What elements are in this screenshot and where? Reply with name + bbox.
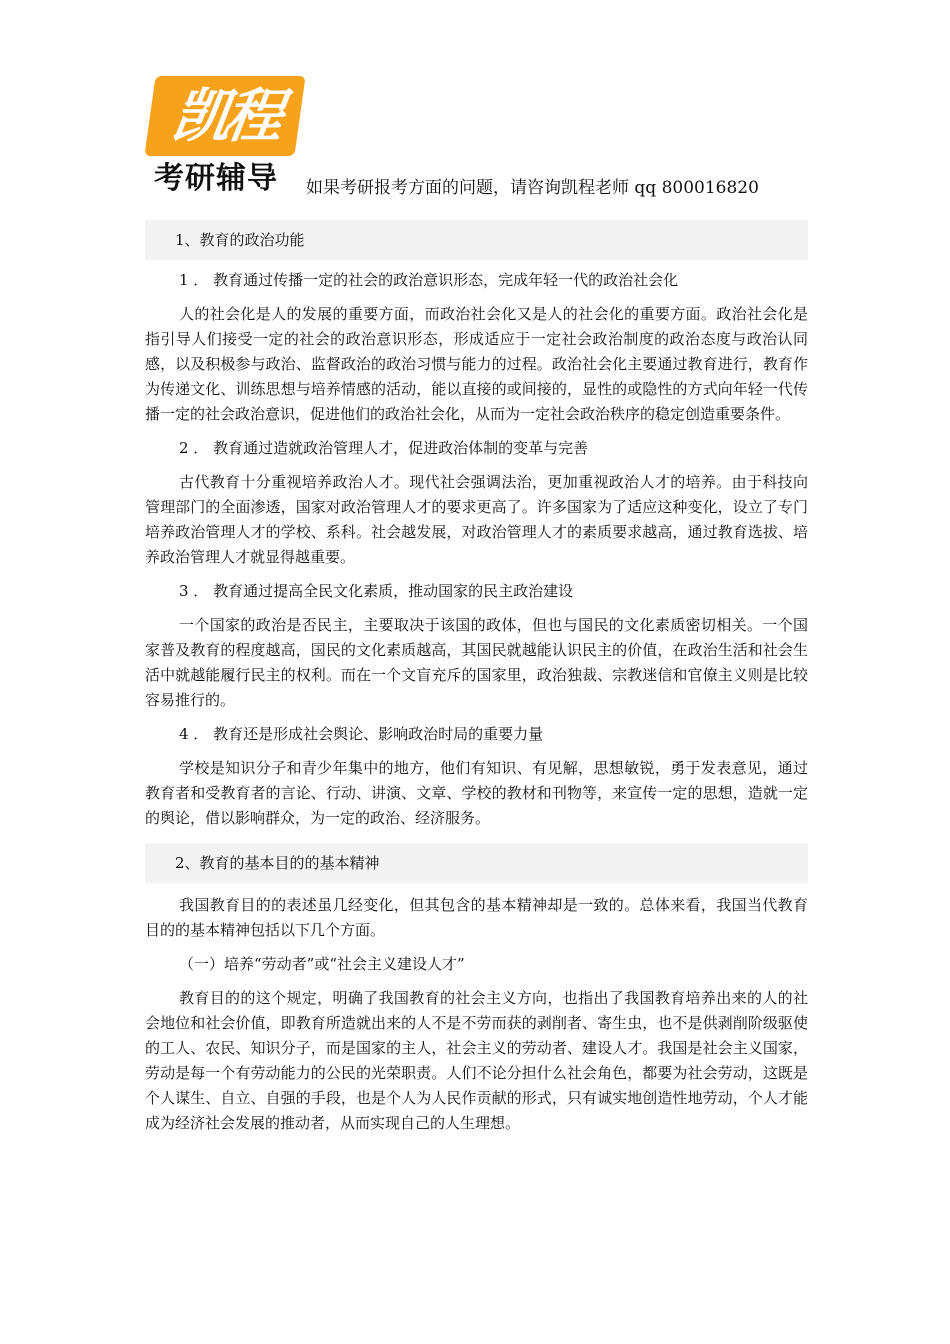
paragraph: 学校是知识分子和青少年集中的地方，他们有知识、有见解，思想敏锐，勇于发表意见，通过教育者和受教育者的言论、行动、讲演、文章、学校的教材和刊物等，来宣传一定的思想，造就一定的舆论，借以影响群众，为一定的政治、经济服务。 [145, 759, 808, 827]
paragraph: 一个国家的政治是否民主，主要取决于该国的政体，但也与国民的文化素质密切相关。一个国家普及教育的程度越高，国民的文化素质越高，其国民就越能认识民主的价值，在政治生活和社会生活中就越能履行民主的权利。而在一个文盲充斥的国家里，政治独裁、宗教迷信和官僚主义则是比较容易推行的。 [145, 616, 808, 709]
paragraph: 教育目的的这个规定，明确了我国教育的社会主义方向，也指出了我国教育培养出来的人的社会地位和社会价值，即教育所造就出来的人不是不劳而获的剥削者、寄生虫，也不是供剥削阶级驱使的工人、农民、知识分子，而是国家的主人，社会主义的劳动者、建设人才。我国是社会主义国家，劳动是每一个有劳动能力的公民的光荣职责。人们不论分担什么社会角色，都要为社会劳动，这既是个人谋生、自立、自强的手段，也是个人为人民作贡献的形式，只有诚实地创造性地劳动，个人才能成为经济社会发展的推动者，从而实现自己的人生理想。 [145, 989, 808, 1132]
logo-wordmark: 凯程 [144, 76, 305, 156]
paragraph: 古代教育十分重视培养政治人才。现代社会强调法治，更加重视政治人才的培养。由于科技向管理部门的全面渗透，国家对政治管理人才的要求更高了。许多国家为了适应这种变化，设立了专门培养政治管理人才的学校、系科。社会越发展，对政治管理人才的素质要求越高，通过教育选拔、培养政治管理人才就显得越重要。 [145, 473, 808, 566]
subheading: 2 ． 教育通过造就政治管理人才，促进政治体制的变革与完善 [179, 439, 589, 457]
kaicheng-logo [150, 76, 300, 198]
subheading: 3 ． 教育通过提高全民文化素质，推动国家的民主政治建设 [179, 582, 574, 600]
section-heading-political-function: 1、教育的政治功能 [145, 220, 808, 260]
subheading: （一）培养“劳动者”或“社会主义建设人才” [179, 955, 465, 973]
header-contact-note: 如果考研报考方面的问题，请咨询凯程老师 qq 800016820 [306, 178, 759, 198]
subheading: 1 ． 教育通过传播一定的社会的政治意识形态，完成年轻一代的政治社会化 [179, 271, 679, 289]
logo-subtitle: 考研辅导 [154, 161, 278, 196]
intro-paragraph: 我国教育目的的表述虽几经变化，但其包含的基本精神却是一致的。总体来看，我国当代教育目的的基本精神包括以下几个方面。 [145, 896, 808, 939]
document-body [145, 220, 808, 1145]
paragraph: 人的社会化是人的发展的重要方面，而政治社会化又是人的社会化的重要方面。政治社会化是指引导人们接受一定的社会的政治意识形态，形成适应于一定社会政治制度的政治态度与政治认同感，以及积极参与政治、监督政治的政治习惯与能力的过程。政治社会化主要通过教育进行，教育作为传递文化、训练思想与培养情感的活动，能以直接的或间接的，显性的或隐性的方式向年轻一代传播一定的社会政治意识，促进他们的政治社会化，从而为一定社会政治秩序的稳定创造重要条件。 [145, 305, 808, 423]
section-heading-educational-aims: 2、教育的基本目的的基本精神 [145, 843, 808, 883]
subheading: 4 ． 教育还是形成社会舆论、影响政治时局的重要力量 [179, 725, 544, 743]
